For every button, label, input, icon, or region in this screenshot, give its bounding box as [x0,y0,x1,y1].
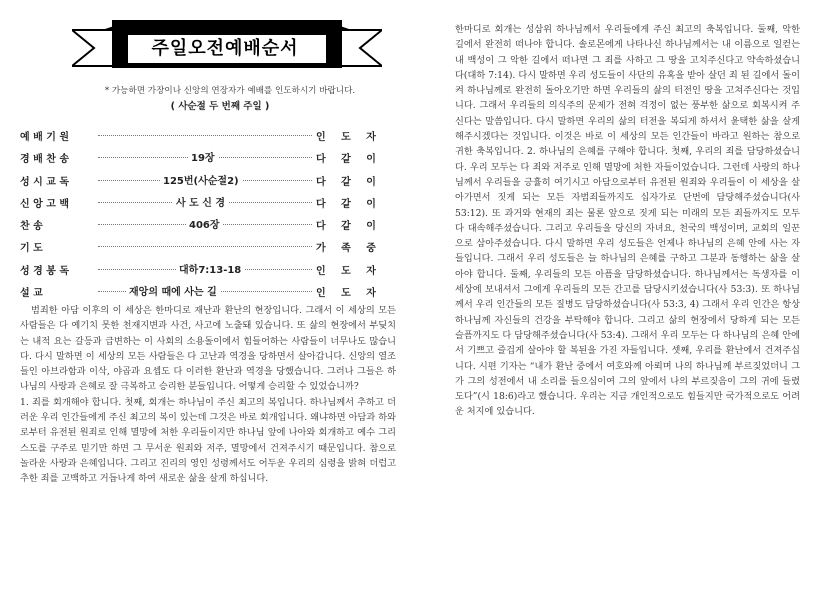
order-label: 경 배 찬 송 [20,154,70,166]
order-value: 사 도 신 경 [173,194,228,209]
title-banner [72,14,382,82]
order-value: 19장 [188,149,218,164]
order-row [20,124,400,146]
order-leader: 가 족 중 [313,239,378,254]
order-label: 예 배 기 원 [20,132,70,143]
order-leader: 다 같 이 [313,150,378,165]
order-value: 406장 [186,216,223,231]
order-row [20,169,400,191]
sermon-body-right [455,22,800,420]
order-value: 125번(사순절2) [160,172,242,187]
order-value: 재앙의 때에 사는 길 [126,283,220,298]
order-row [20,213,400,235]
worship-order-list [20,124,420,302]
sermon-paragraph: 범죄한 아담 이후의 이 세상은 한마디로 재난과 환난의 현장입니다. 그래서 이 세상의 모든 사람들은 다 예기치 못한 천재지변과 사건, 사고에 노출돼 있습니다. 또 삶의 현장에서 부딪치는 내적 요는 갈등과 급변하는 이 사회의 소용돌이에서 힘들어하는 사람들이 너무나도 많습니다. 다시 말하면 이 세상의 모든 사람들은 다 고난과 역경을 당하면서 살아갑니다. 신앙의 열조들인 아브라함과 이삭, 야곱과 요셉도 다 이러한 환난과 역경을 당했습니다. 그러나 그들은 하나님의 사랑과 은혜로 잘 극복하고 승리한 분들입니다. 어떻게 승리할 수 있었습니까? [20,305,396,393]
order-row [20,146,400,168]
order-label: 기 도 [20,243,43,255]
order-leader: 다 같 이 [313,173,378,188]
sermon-paragraph: 1. 죄를 회개해야 합니다. 첫째, 회개는 하나님이 주신 최고의 복입니다. 하나님께서 추하고 더러운 우리 인간들에게 주신 최고의 복이 있는데 그것은 바로 회개입니다. 왜냐하면 아담과 하와로부터 유전된 원죄로 인해 멸망에 처한 우리들이지만 하나님 앞에 나아와 회개하고 예수 그리스도를 구주로 믿기만 하면 그 무서운 원죄와 저주, 멸망에서 건져주시기 때문입니다. 참으로 놀라운 사랑과 은혜입니다. 그리고 진리의 영인 성령께서도 어두운 우리의 심령을 밝혀 더럽고 추한 죄를 고백하고 거듭나게 하여 새로운 삶을 살게 하십니다. [20,396,396,485]
order-leader: 다 같 이 [313,195,378,210]
leader-dots [98,246,314,247]
order-leader: 다 같 이 [313,217,378,232]
leader-dots [98,135,314,136]
order-label: 찬 송 [20,221,43,233]
order-row [20,258,400,280]
order-label: 신 앙 고 백 [20,198,70,210]
order-leader: 인 도 자 [313,128,378,143]
sermon-paragraph: 한마디로 회개는 성삼위 하나님께서 우리들에게 주신 최고의 축복입니다. 둘째, 악한 길에서 완전히 떠나야 합니다. 솔로몬에게 나타나신 하나님께서는 내 이름으로 일컫는 내 백성이 그 악한 길에서 떠나면 그 죄를 사하고 그 땅을 고치주신다고 약속하셨습니다(대하 7:14). 다시 말하면 우리 성도들이 사단의 유혹을 받아 살던 죄 된 길에서 돌이켜 하나님께로 완전히 돌아오기만 하면 우리들의 삶의 터전인 땅을 고쳐주신다는 것입니다. 그래서 우리들의 의식주의 문제가 전혀 걱정이 없는 풍부한 삶으로 회복시켜 주신다는 말씀입니다. 다시 말하면 우리의 삶의 터전을 복되게 하셔서 윤택한 삶을 살게 해주시겠다는 것입니다. 이것은 바로 이 세상의 모든 인간들이 바라고 원하는 참으로 귀한 축복입니다. 2. 하나님의 은혜를 구해야 합니다. 첫째, 우리의 죄를 담당하셨습니다. 우리 모두는 다 죄와 저주로 인해 멸망에 처한 자들이었습니다. 그런데 사랑의 하나님께서 우리들을 긍휼히 여기시고 아담으로부터 유전된 원죄와 우리들이 이 세상을 살아가면서 짓게 되는 모든 자범죄들까지도 십자가로 단번에 담당해주셨습니다(사 53:12). 또 과거와 현재의 죄는 물론 앞으로 짓게 되는 미래의 모든 죄들까지도 모두 다 대속해주셨습니다. 그리고 우리들을 당신의 자녀요, 천국의 백성이며, 교회의 일꾼으로 삼아주셨습니다. 다시 말하면 우리 성도들은 언제나 하나님의 은혜 안에 사는 자들입니다. 그래서 우리 성도들은 늘 하나님의 은혜를 구하고 그분과 동행하는 삶을 살아야 합니다. 둘째, 우리들의 모든 아픔을 담당하셨습니다. 하나님께서는 독생자를 이 세상에 보내셔서 그에게 우리들의 모든 간고를 담당시키셨습니다(사 53:3). 또 하나님께서 우리 인간들의 모든 질병도 담당하셨습니다(사 53:3, 4) 그래서 우리 인간은 항상 하나님께 자신들의 건강을 부탁해야 합니다. 그리고 삶의 현장에서 당하게 되는 모든 슬픔까지도 다 담당해주셨습니다(사 53:4). 그래서 우리 모두는 다 하나님의 은혜 안에서 기쁘고 즐겁게 살아야 할 복된을 가진 자들입니다. 셋째, 우리를 환난에서 건져주십니다. 시편 기자는 “내가 환난 중에서 여호와께 아뢰며 나의 하나님께 부르짖었더니 그가 그의 성전에서 내 소리를 들으심이여 그의 앞에서 나의 부르짖음이 그의 귀에 들렸도다”(시 18:6)라고 했습니다. 우리는 지금 개인적으로도 힘들지만 국가적으로도 어려운 처지에 있습니다. [455,24,800,418]
notice-text: * 가능하면 가장이나 신앙의 연장자가 예배를 인도하시기 바랍니다. [104,86,356,96]
order-value: 대하7:13-18 [176,261,244,276]
order-row [20,280,400,302]
sunday-subtitle: ( 사순절 두 번째 주일 ) [170,101,270,112]
order-leader: 인 도 자 [313,284,378,299]
order-row [20,235,400,257]
sermon-body-left [20,303,396,487]
order-label: 성 시 교 독 [20,176,70,188]
page-title: 주일오전예배순서 [151,38,299,59]
order-label: 성 경 봉 독 [20,265,70,277]
order-label: 설 교 [20,288,43,300]
order-row [20,191,400,213]
order-leader: 인 도 자 [313,262,378,277]
